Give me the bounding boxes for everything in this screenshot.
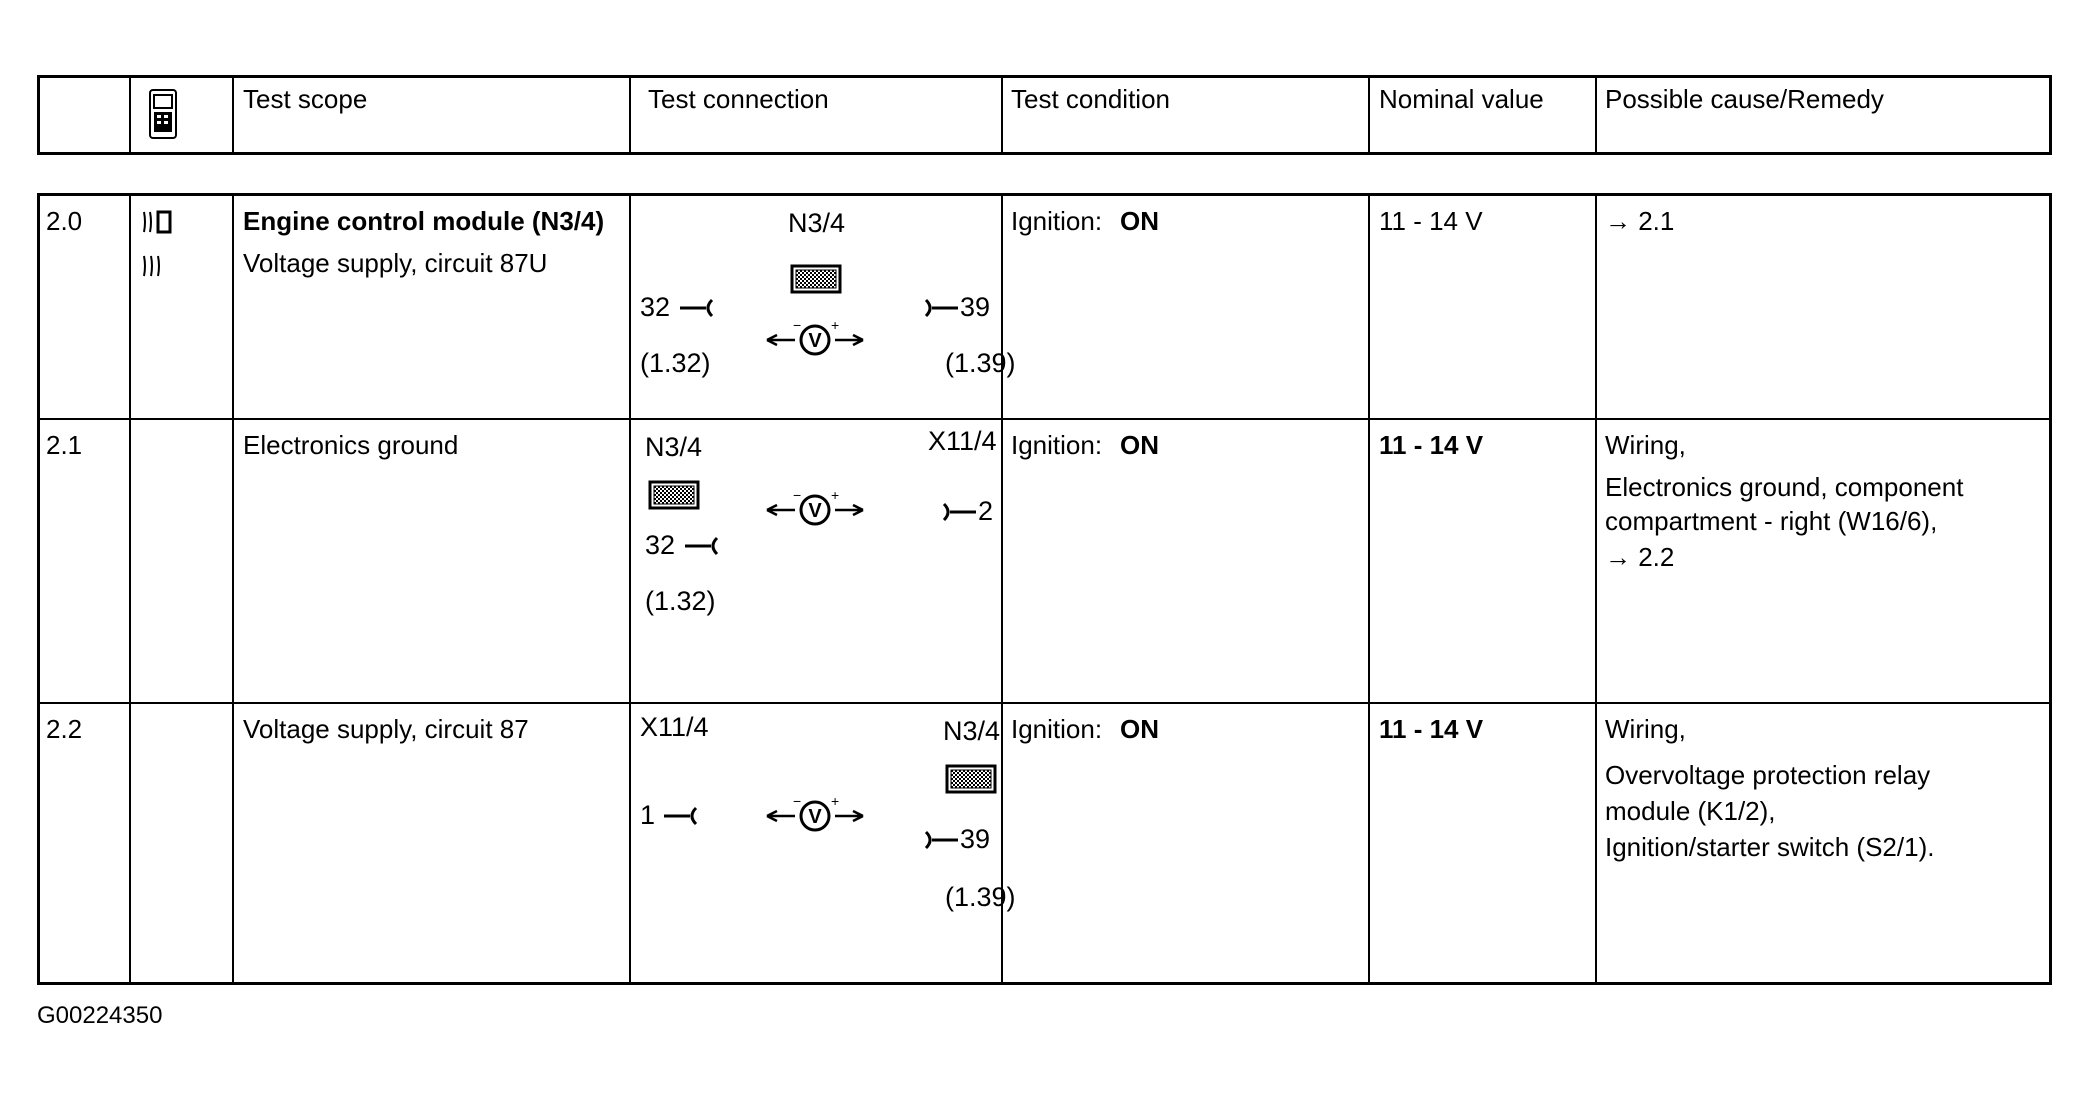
header-test-condition: Test condition xyxy=(1011,84,1170,114)
header-test-connection: Test connection xyxy=(648,84,829,114)
svg-text:V: V xyxy=(808,330,822,352)
condition-value: ON xyxy=(1120,430,1159,460)
header-table xyxy=(37,75,2052,155)
right-module-label: N3/4 xyxy=(943,716,1001,746)
header-nominal-value: Nominal value xyxy=(1379,84,1544,114)
condition-label: Ignition: xyxy=(1011,714,1103,744)
right-ref: (1.39) xyxy=(945,348,1016,378)
svg-text:V: V xyxy=(808,500,822,522)
divider xyxy=(629,78,631,152)
divider xyxy=(129,78,131,152)
scope-title: Electronics ground xyxy=(243,430,459,460)
nominal-value: 11 - 14 V xyxy=(1379,714,1484,744)
left-pin: 32 xyxy=(640,292,671,322)
right-probe-icon xyxy=(920,828,960,852)
svg-text:+: + xyxy=(831,317,840,333)
ecu-connector-icon xyxy=(788,262,844,296)
voltmeter-icon xyxy=(765,317,865,358)
row-number: 2.1 xyxy=(46,430,83,460)
cause-line: Wiring, xyxy=(1605,714,1686,744)
cause-line: Ignition/starter switch (S2/1). xyxy=(1605,832,1935,862)
figure-id: G00224350 xyxy=(37,1002,163,1029)
right-probe-icon xyxy=(938,500,978,524)
right-ref: (1.39) xyxy=(945,882,1016,912)
cluster-110-icon xyxy=(142,210,178,234)
left-module-label: X11/4 xyxy=(640,712,709,742)
right-module-label: X11/4 xyxy=(928,426,997,456)
left-probe-icon xyxy=(662,804,702,828)
voltmeter-icon xyxy=(765,793,865,834)
svg-text:−: − xyxy=(793,487,802,503)
cause-line: compartment - right (W16/6), xyxy=(1605,506,1938,536)
left-ref: (1.32) xyxy=(645,586,716,616)
left-module-label: N3/4 xyxy=(645,432,703,462)
nominal-value: 11 - 14 V xyxy=(1379,206,1483,236)
voltmeter-icon xyxy=(765,487,865,528)
condition-label: Ignition: xyxy=(1011,206,1103,236)
left-ref: (1.32) xyxy=(640,348,711,378)
divider xyxy=(1368,78,1370,152)
left-pin: 1 xyxy=(640,800,656,830)
module-label: N3/4 xyxy=(788,208,846,238)
cause-line: → 2.1 xyxy=(1605,206,1675,236)
right-pin: 39 xyxy=(960,824,991,854)
right-pin: 39 xyxy=(960,292,991,322)
divider xyxy=(232,78,234,152)
scope-subtitle: Voltage supply, circuit 87U xyxy=(243,248,548,278)
svg-text:+: + xyxy=(831,487,840,503)
svg-text:−: − xyxy=(793,793,802,809)
table-row xyxy=(40,704,2049,985)
condition-label: Ignition: xyxy=(1011,430,1103,460)
cause-line: → 2.2 xyxy=(1605,542,1675,572)
scope-title: Voltage supply, circuit 87 xyxy=(243,714,529,744)
left-probe-icon xyxy=(683,534,723,558)
cause-line: Wiring, xyxy=(1605,430,1686,460)
cause-line: Overvoltage protection relay xyxy=(1605,760,1931,790)
svg-text:+: + xyxy=(831,793,840,809)
row-number: 2.0 xyxy=(46,206,83,236)
row-number: 2.2 xyxy=(46,714,83,744)
ecu-connector-icon xyxy=(646,478,702,512)
cause-line: module (K1/2), xyxy=(1605,796,1776,826)
cluster-111-icon xyxy=(142,254,178,278)
cause-line: Electronics ground, component xyxy=(1605,472,1964,502)
header-test-scope: Test scope xyxy=(243,84,368,114)
scope-title: Engine control module (N3/4) xyxy=(243,206,605,236)
left-pin: 32 xyxy=(645,530,676,560)
condition-value: ON xyxy=(1120,206,1159,236)
nominal-value: 11 - 14 V xyxy=(1379,430,1484,460)
right-pin: 2 xyxy=(978,496,994,526)
svg-text:V: V xyxy=(808,806,822,828)
ecu-connector-icon xyxy=(943,762,999,796)
left-probe-icon xyxy=(678,296,718,320)
svg-text:−: − xyxy=(793,317,802,333)
right-probe-icon xyxy=(920,296,960,320)
condition-value: ON xyxy=(1120,714,1159,744)
divider xyxy=(1595,78,1597,152)
tester-device-icon xyxy=(148,88,178,140)
table-row xyxy=(40,420,2049,702)
divider xyxy=(1001,78,1003,152)
table-row xyxy=(40,196,2049,418)
header-possible-cause: Possible cause/Remedy xyxy=(1605,84,1884,114)
test-table xyxy=(37,193,2052,985)
